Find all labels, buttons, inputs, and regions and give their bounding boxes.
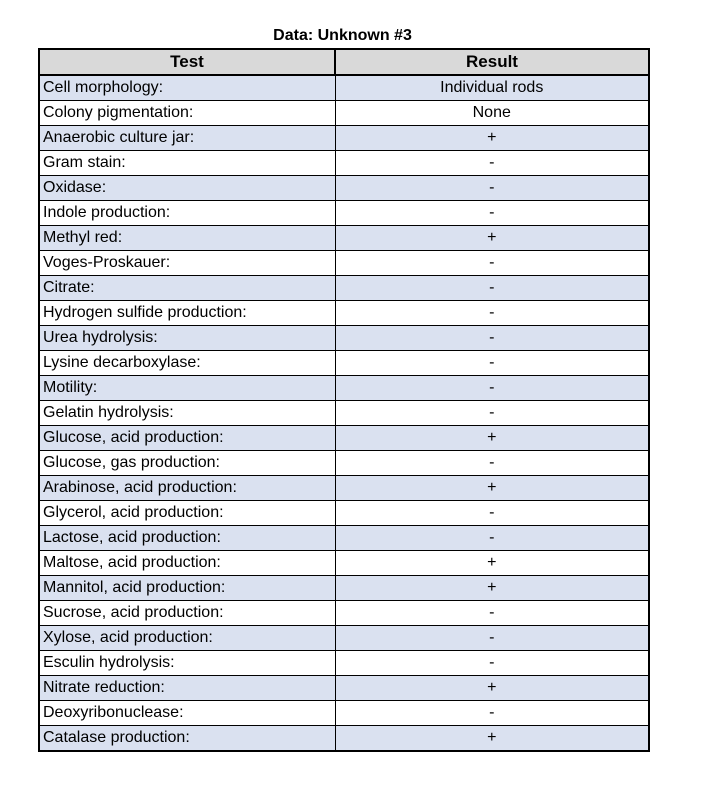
test-name-cell: Glucose, gas production: — [39, 451, 335, 476]
table-row — [39, 351, 649, 376]
test-result-cell: + — [335, 551, 649, 576]
test-result-cell: - — [335, 176, 649, 201]
column-header-result: Result — [335, 49, 649, 75]
table-row — [39, 651, 649, 676]
test-result-cell: + — [335, 126, 649, 151]
test-result-cell: - — [335, 701, 649, 726]
table-row — [39, 726, 649, 752]
table-row — [39, 75, 649, 101]
test-result-cell: - — [335, 626, 649, 651]
test-name-cell: Sucrose, acid production: — [39, 601, 335, 626]
test-result-cell: + — [335, 426, 649, 451]
test-name-cell: Glycerol, acid production: — [39, 501, 335, 526]
test-name-cell: Gram stain: — [39, 151, 335, 176]
test-result-cell: - — [335, 401, 649, 426]
test-result-cell: Individual rods — [335, 75, 649, 101]
table-row — [39, 126, 649, 151]
test-name-cell: Maltose, acid production: — [39, 551, 335, 576]
test-result-cell: + — [335, 676, 649, 701]
table-row — [39, 151, 649, 176]
test-name-cell: Methyl red: — [39, 226, 335, 251]
test-result-cell: None — [335, 101, 649, 126]
test-name-cell: Indole production: — [39, 201, 335, 226]
results-table — [38, 48, 650, 752]
table-row — [39, 251, 649, 276]
test-result-cell: - — [335, 651, 649, 676]
header-row — [39, 49, 649, 75]
test-name-cell: Catalase production: — [39, 726, 335, 752]
table-row — [39, 576, 649, 601]
table-row — [39, 626, 649, 651]
test-result-cell: - — [335, 376, 649, 401]
table-row — [39, 226, 649, 251]
test-name-cell: Hydrogen sulfide production: — [39, 301, 335, 326]
column-header-test: Test — [39, 49, 335, 75]
test-name-cell: Citrate: — [39, 276, 335, 301]
test-name-cell: Cell morphology: — [39, 75, 335, 101]
test-result-cell: - — [335, 301, 649, 326]
test-name-cell: Glucose, acid production: — [39, 426, 335, 451]
table-row — [39, 276, 649, 301]
test-name-cell: Esculin hydrolysis: — [39, 651, 335, 676]
table-row — [39, 401, 649, 426]
test-name-cell: Deoxyribonuclease: — [39, 701, 335, 726]
test-result-cell: - — [335, 276, 649, 301]
test-result-cell: - — [335, 526, 649, 551]
table-row — [39, 426, 649, 451]
test-result-cell: - — [335, 601, 649, 626]
test-name-cell: Lysine decarboxylase: — [39, 351, 335, 376]
table-row — [39, 551, 649, 576]
test-name-cell: Oxidase: — [39, 176, 335, 201]
table-row — [39, 601, 649, 626]
test-name-cell: Lactose, acid production: — [39, 526, 335, 551]
test-result-cell: + — [335, 726, 649, 752]
test-name-cell: Motility: — [39, 376, 335, 401]
table-row — [39, 326, 649, 351]
test-result-cell: + — [335, 476, 649, 501]
test-result-cell: - — [335, 151, 649, 176]
test-name-cell: Colony pigmentation: — [39, 101, 335, 126]
test-name-cell: Urea hydrolysis: — [39, 326, 335, 351]
test-result-cell: - — [335, 326, 649, 351]
test-result-cell: + — [335, 576, 649, 601]
table-row — [39, 476, 649, 501]
table-row — [39, 201, 649, 226]
test-result-cell: - — [335, 451, 649, 476]
table-body — [39, 75, 649, 751]
test-result-cell: - — [335, 351, 649, 376]
table-title: Data: Unknown #3 — [273, 27, 412, 44]
test-result-cell: + — [335, 226, 649, 251]
table-row — [39, 301, 649, 326]
test-name-cell: Arabinose, acid production: — [39, 476, 335, 501]
table-row — [39, 451, 649, 476]
table-row — [39, 101, 649, 126]
test-name-cell: Voges-Proskauer: — [39, 251, 335, 276]
table-row — [39, 176, 649, 201]
table-row — [39, 676, 649, 701]
table-row — [39, 501, 649, 526]
test-result-cell: - — [335, 501, 649, 526]
table-row — [39, 376, 649, 401]
test-name-cell: Anaerobic culture jar: — [39, 126, 335, 151]
test-name-cell: Mannitol, acid production: — [39, 576, 335, 601]
table-row — [39, 701, 649, 726]
test-name-cell: Nitrate reduction: — [39, 676, 335, 701]
test-result-cell: - — [335, 251, 649, 276]
table-row — [39, 526, 649, 551]
test-result-cell: - — [335, 201, 649, 226]
test-name-cell: Xylose, acid production: — [39, 626, 335, 651]
test-name-cell: Gelatin hydrolysis: — [39, 401, 335, 426]
